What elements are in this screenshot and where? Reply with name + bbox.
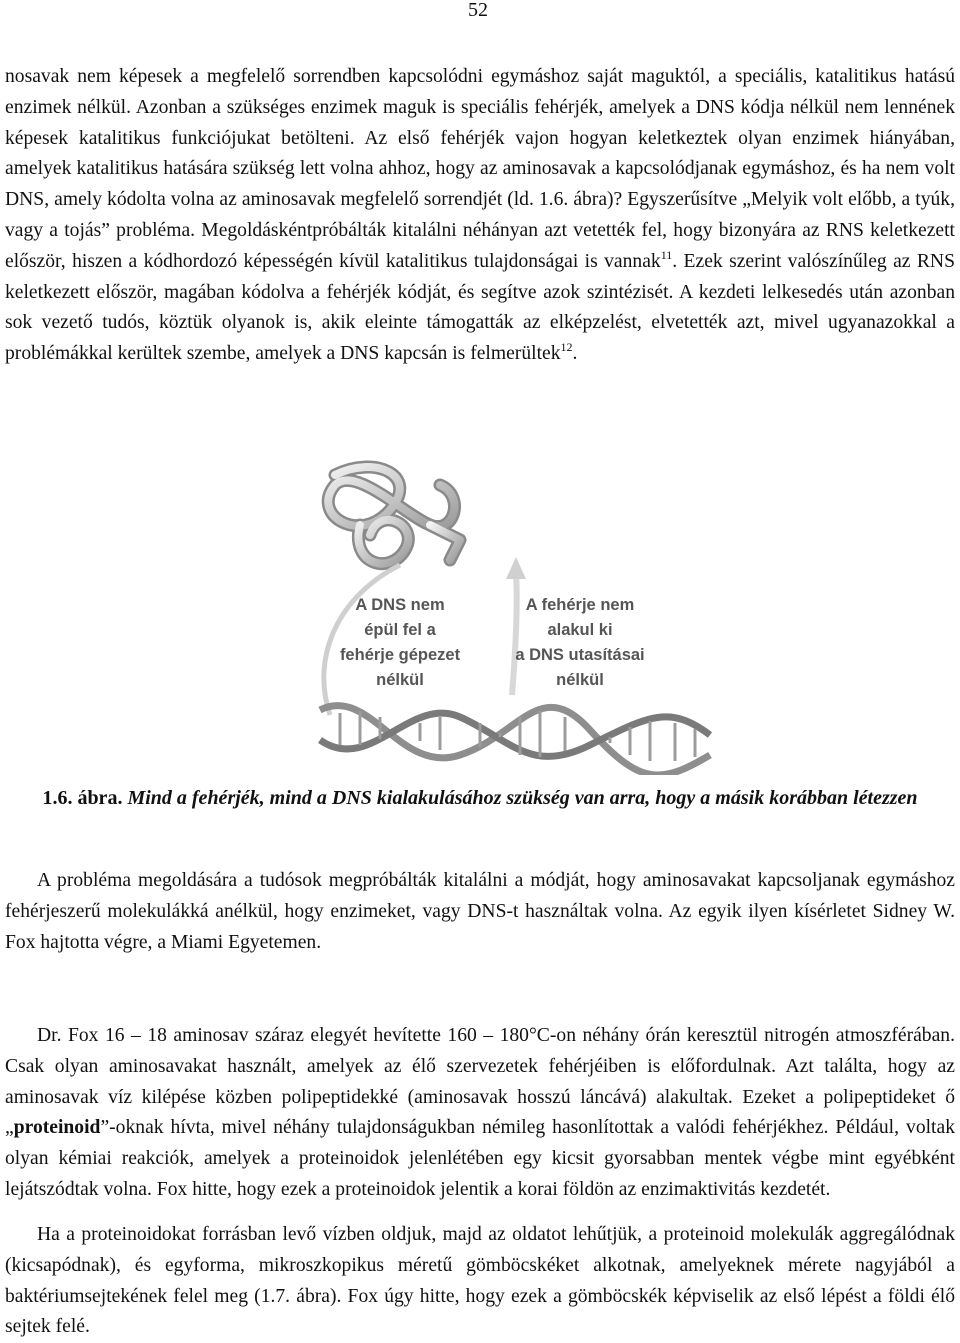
svg-text:A DNS nem: A DNS nem <box>355 596 445 614</box>
svg-text:alakul ki: alakul ki <box>547 621 613 639</box>
dna-protein-figure <box>280 455 720 775</box>
paragraph-2: A probléma megoldására a tudósok megpróbálták kitalálni a módját, hogy aminosavakat kapcsoljanak egymáshoz fehérjeszerű molekulákká anélkül, hogy enzimeket, vagy DNS-t használtak volna. Az egyik ilyen kísérletet Sidney W. Fox hajtotta végre, a Miami Egyetemen. <box>5 870 955 953</box>
svg-text:nélkül: nélkül <box>556 671 604 689</box>
right-label <box>515 596 644 689</box>
figure-caption: 1.6. ábra. Mind a fehérjék, mind a DNS kialakulásához szükség van arra, hogy a másik korábban létezzen <box>42 787 918 809</box>
svg-text:a DNS utasításai: a DNS utasításai <box>515 646 645 664</box>
svg-text:fehérje gépezet: fehérje gépezet <box>339 646 461 664</box>
left-label <box>340 596 461 689</box>
svg-text:nélkül: nélkül <box>376 671 424 689</box>
svg-text:A fehérje nem: A fehérje nem <box>525 596 635 614</box>
dna-protein-illustration <box>280 455 720 775</box>
arc-arrow <box>324 565 400 715</box>
arrow-up-icon <box>506 557 526 695</box>
svg-text:épül fel a: épül fel a <box>364 621 436 639</box>
dna-helix-icon <box>320 706 710 775</box>
paragraph-1: nosavak nem képesek a megfelelő sorrendben kapcsolódni egymáshoz saját maguktól, a speciális, katalitikus hatású enzimek nélkül. Azonban a szükséges enzimek maguk is speciális fehérjék, amelyek a DNS kódja nélkül nem lennének képesek katalitikus funkciójukat betölteni. Az első fehérjék vajon hogyan keletkeztek olyan enzimek hiányában, amelyek katalitikus hatására szükség lett volna ahhoz, hogy az aminosavak a kapcsolódjanak egymáshoz, és ha nem volt DNS, amely kódolta volna az aminosavak megfelelő sorrendjét (ld. 1.6. ábra)? Egyszerűsítve „Melyik volt előbb, a tyúk, vagy a tojás” probléma. Megoldásként​próbálták kitalálni néhányan azt vetették fel, hogy bizonyára az RNS keletkezett először, hiszen a kódhordozó képességén kívül katalitikus tulajdonságai is vannak$^{11}$. Ezek szerint valószínűleg az RNS keletkezett először, magában kódolva a fehérjék kódját, és segítve azok szintézisét. A kezdeti lelkesedés után azonban sok vezető tudós, köztük olyanok is, akik eleinte támogatták az elképzelést, elvetették azt, mivel ugyanazokkal a problémákkal kerültek szembe, amelyek a DNS kapcsán is felmerültek$^{12}$. <box>5 66 955 365</box>
paragraph-3: Dr. Fox 16 – 18 aminosav száraz elegyét hevítette 160 – 180°C-on néhány órán keresztül nitrogén atmoszférában. Csak olyan aminosavakat használt, amelyek az élő szervezetek fehérjéiben is előfordulnak. Azt találta, hogy az aminosavak víz kilépése közben polipeptidekké (aminosavak hosszú láncává) alakultak. Ezeket a polipeptideket ő „proteinoid”-oknak hívta, mivel néhány tulajdonságukban némileg hasonlítottak a valódi fehérjékhez. Például, voltak olyan kémiai reakciók, amelyek a proteinoidok jelenlétében egy kicsit gyorsabban mentek végbe mint egyébként lejátszódtak volna. Fox hitte, hogy ezek a proteinoidok jelentik a korai földön az enzimaktivitás kezdetét. <box>5 1025 955 1200</box>
paragraph-4: Ha a proteinoidokat forrásban levő vízben oldjuk, majd az oldatot lehűtjük, a proteinoid molekulák aggregálódnak (kicsapódnak), és egyforma, mikroszkopikus méretű gömböcskéket alkotnak, amelyeknek mérete nagyjából a baktériumsejtekének felel meg (1.7. ábra). Fox úgy hitte, hogy ezek a gömböcskék képviselik az első lépést a földi élő sejtek felé. <box>5 1224 955 1338</box>
